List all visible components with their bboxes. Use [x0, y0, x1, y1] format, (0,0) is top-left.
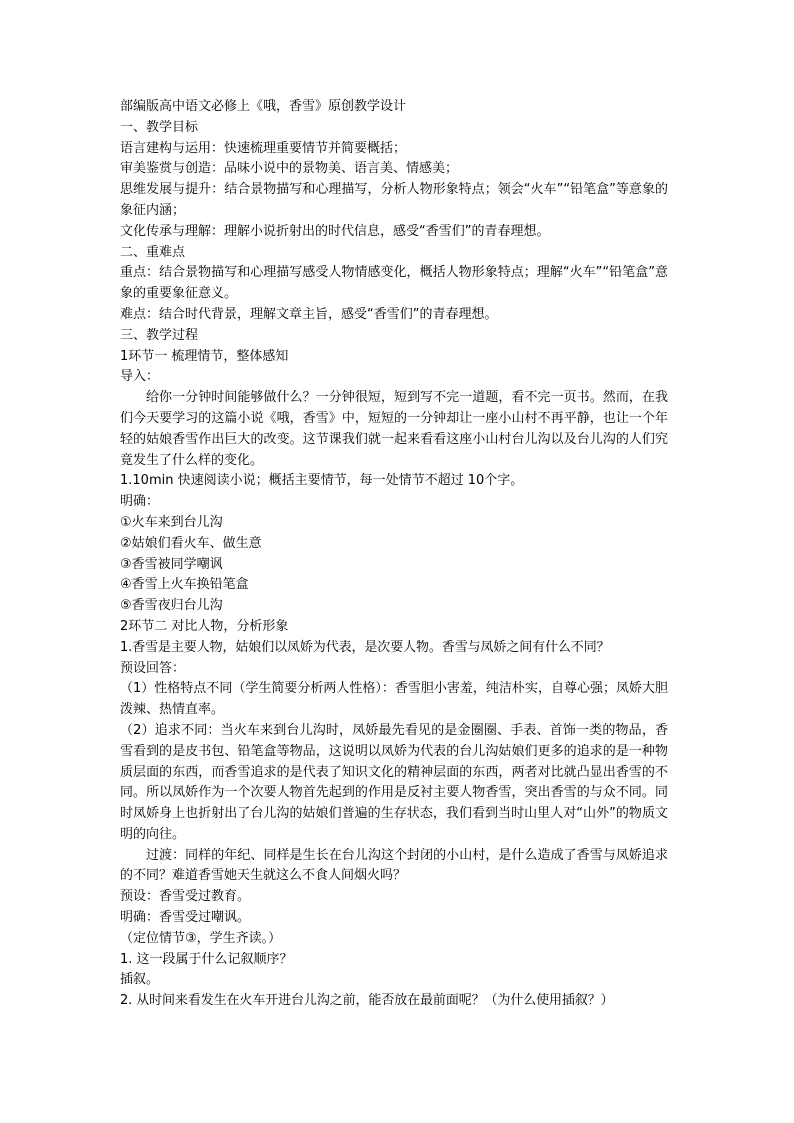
section-heading-process: 三、教学过程 — [120, 327, 199, 343]
key-point-item: 难点：结合时代背景，理解文章主旨，感受“香雪们”的青春理想。 — [120, 306, 498, 322]
objective-item: 思维发展与提升：结合景物描写和心理描写，分析人物形象特点；领会“火车”“铅笔盒”等意象的象征内涵； — [120, 182, 668, 218]
plot-point: ①火车来到台儿沟 — [120, 514, 223, 530]
transition-paragraph: 过渡：同样的年纪、同样是生长在台儿沟这个封闭的小山村，是什么造成了香雪与凤娇追求的不同？难道香雪她天生就这么不食人间烟火吗？ — [120, 847, 668, 884]
clarify-2: 明确：香雪受过嘲讽。 — [120, 910, 251, 926]
objective-item: 语言建构与运用：快速梳理重要情节并简要概括； — [120, 140, 407, 156]
question-insert: 2. 从时间来看发生在火车开进台儿沟之前，能否放在最前面呢？（为什么使用插叙？） — [120, 993, 614, 1009]
plot-point: ④香雪上火车换铅笔盒 — [120, 577, 249, 593]
answer-label: 明确： — [120, 494, 160, 510]
document-title: 部编版高中语文必修上《哦，香雪》原创教学设计 — [120, 99, 407, 114]
objective-item: 审美鉴赏与创造：品味小说中的景物美、语言美、情感美； — [120, 161, 459, 177]
preset-2: 预设：香雪受过教育。 — [120, 889, 251, 905]
answer-pursuit: （2）追求不同：当火车来到台儿沟时，凤娇最先看见的是金圈圈、手表、首饰一类的物品，香雪看到的是皮书包、铅笔盒等物品，这说明以凤娇为代表的台儿沟姑娘们更多的追求的是一种物质层面的东西，而香雪追求的是代表了知识文化的精神层面的东西，两者对比就凸显出香雪的不同。所以凤娇作为一个次要人物首先起到的作用是反衬主要人物香雪，突出香雪的与众不同。同时凤娇身上也折射出了台儿沟的姑娘们普遍的生存状态，我们看到当时山里人对“山外”的物质文明的向往。 — [120, 722, 668, 842]
key-point-item: 重点：结合景物描写和心理描写感受人物情感变化，概括人物形象特点；理解“火车”“铅笔盒”意象的重要象征意义。 — [120, 265, 668, 302]
objective-item: 文化传承与理解：理解小说折射出的时代信息，感受“香雪们”的青春理想。 — [120, 223, 550, 239]
step1-heading: 1环节一 梳理情节，整体感知 — [120, 348, 289, 364]
plot-point: ②姑娘们看火车、做生意 — [120, 535, 262, 551]
answer-personality: （1）性格特点不同（学生简要分析两人性格）：香雪胆小害羞，纯洁朴实，自尊心强；凤娇大胆泼辣、热情直率。 — [120, 681, 668, 718]
section-heading-objectives: 一、教学目标 — [120, 119, 199, 135]
intro-paragraph: 给你一分钟时间能够做什么？一分钟很短，短到写不完一道题，看不完一页书。然而，在我们今天要学习的这篇小说《哦，香雪》中，短短的一分钟却让一座小山村不再平静，也让一个年轻的姑娘香雪作出巨大的改变。这节课我们就一起来看看这座小山村台儿沟以及台儿沟的人们究竟发生了什么样的变化。 — [120, 390, 668, 468]
step2-heading: 2环节二 对比人物，分析形象 — [120, 618, 289, 634]
preset-label: 预设回答： — [120, 660, 186, 676]
task-1: 1.10min 快速阅读小说；概括主要情节，每一处情节不超过 10个字。 — [120, 473, 524, 489]
question-order: 1. 这一段属于什么记叙顺序？ — [120, 951, 293, 967]
question-1: 1.香雪是主要人物，姑娘们以凤娇为代表，是次要人物。香雪与凤娇之间有什么不同？ — [120, 639, 610, 655]
plot-point: ⑤香雪夜归台儿沟 — [120, 598, 223, 614]
locate-note: （定位情节③，学生齐读。） — [120, 930, 282, 946]
document-page — [120, 97, 668, 1012]
plot-point: ③香雪被同学嘲讽 — [120, 556, 223, 572]
intro-label: 导入： — [120, 369, 160, 385]
answer-order: 插叙。 — [120, 972, 160, 988]
section-heading-key-points: 二、重难点 — [120, 244, 186, 260]
